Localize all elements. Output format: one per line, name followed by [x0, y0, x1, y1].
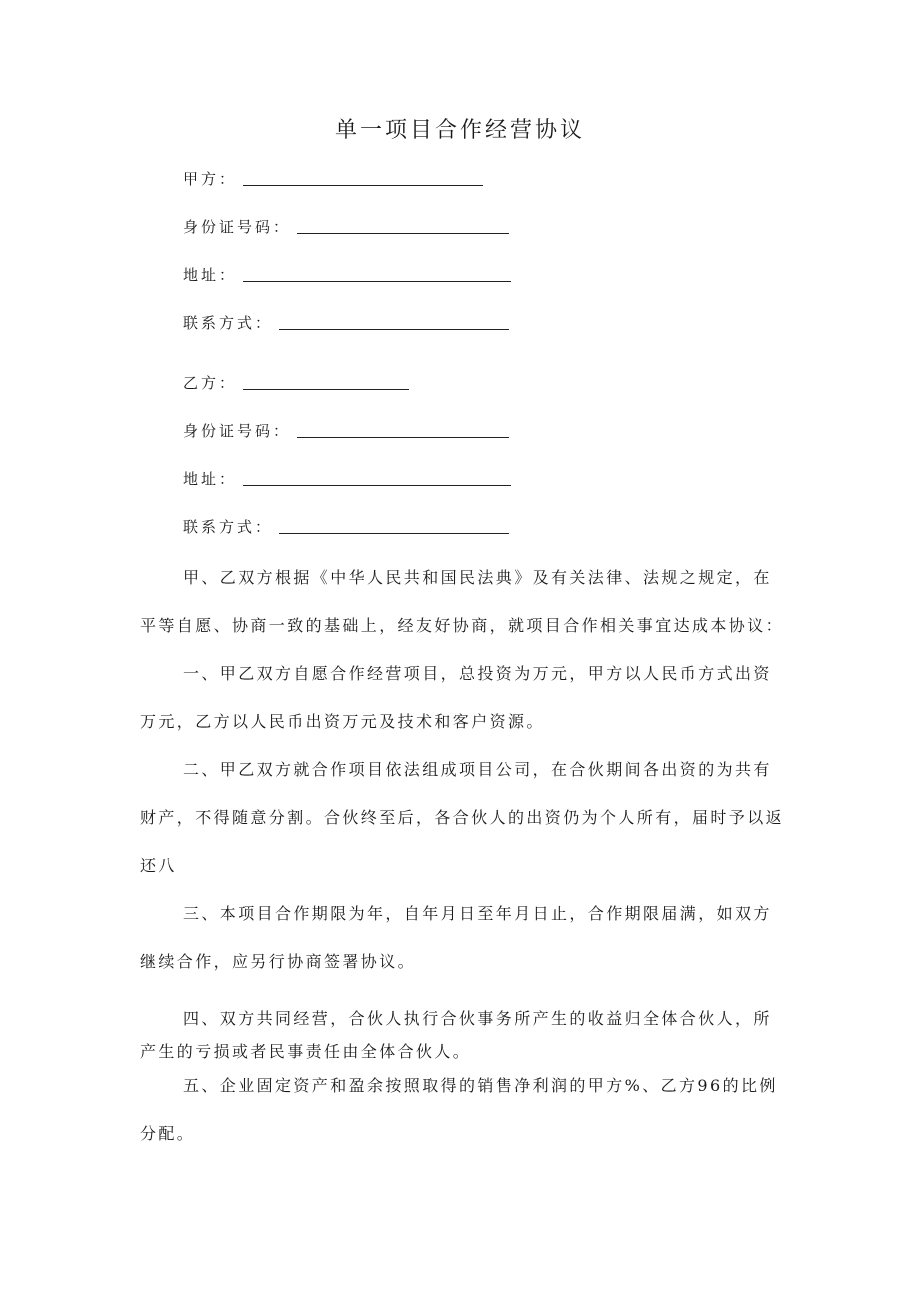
party-a-id-field: [183, 214, 509, 238]
party-b-address-blank: [243, 469, 511, 486]
document-title: 单一项目合作经营协议: [334, 118, 585, 143]
party-b-id-blank: [297, 421, 509, 438]
party-a-id-blank: [297, 217, 509, 234]
clause-3-paragraph: [140, 890, 785, 986]
party-a-name-field: [183, 166, 483, 190]
clause-2-line: 财产，不得随意分割。合伙终至后，各合伙人的出资仍为个人所有，届时予以返: [140, 808, 785, 827]
party-b-contact-field: [183, 514, 509, 538]
clause-5-line: 分配。: [140, 1124, 196, 1143]
clause-5-line: 五、企业固定资产和盈余按照取得的销售净利润的甲方%、乙方96的比例: [183, 1076, 778, 1095]
clause-1-paragraph: [140, 650, 785, 746]
clause-4-line: 四、双方共同经营，合伙人执行合伙事务所产生的收益归全体合伙人，所: [183, 1009, 772, 1028]
party-a-address-field: [183, 262, 511, 286]
party-a-contact-label: 联系方式：: [183, 314, 274, 332]
party-b-name-field: [183, 370, 409, 394]
clause-1-line: 万元，乙方以人民币出资万元及技术和客户资源。: [140, 712, 545, 731]
clause-5-paragraph: [140, 1062, 785, 1158]
intro-line: 平等自愿、协商一致的基础上，经友好协商，就项目合作相关事宜达成本协议：: [140, 616, 785, 635]
party-b-address-field: [183, 466, 511, 490]
clause-4-line: 产生的亏损或者民事责任由全体合伙人。: [140, 1042, 472, 1061]
party-b-id-field: [183, 418, 509, 442]
clause-2-paragraph: [140, 746, 785, 890]
party-a-address-label: 地址：: [183, 266, 238, 284]
party-a-contact-blank: [279, 313, 509, 330]
party-b-address-label: 地址：: [183, 470, 238, 488]
clause-3-line: 三、本项目合作期限为年，自年月日至年月日止，合作期限届满，如双方: [183, 904, 772, 923]
party-a-contact-field: [183, 310, 509, 334]
party-a-address-blank: [243, 265, 511, 282]
party-b-name-blank: [243, 373, 409, 390]
party-a-name-label: 甲方：: [183, 170, 238, 188]
clause-2-line: 二、甲乙双方就合作项目依法组成项目公司，在合伙期间各出资的为共有: [183, 760, 772, 779]
party-b-contact-blank: [279, 517, 509, 534]
clause-4-paragraph: [140, 1002, 785, 1068]
party-b-contact-label: 联系方式：: [183, 518, 274, 536]
party-a-name-blank: [243, 169, 483, 186]
clause-3-line: 继续合作，应另行协商签署协议。: [140, 952, 417, 971]
party-a-id-label: 身份证号码：: [183, 218, 292, 236]
intro-line: 甲、乙双方根据《中华人民共和国民法典》及有关法律、法规之规定，在: [183, 568, 772, 587]
party-b-name-label: 乙方：: [183, 374, 238, 392]
party-b-id-label: 身份证号码：: [183, 422, 292, 440]
intro-paragraph: [140, 554, 785, 650]
clause-1-line: 一、甲乙双方自愿合作经营项目，总投资为万元，甲方以人民币方式出资: [183, 664, 772, 683]
clause-2-line: 还八: [140, 856, 177, 875]
